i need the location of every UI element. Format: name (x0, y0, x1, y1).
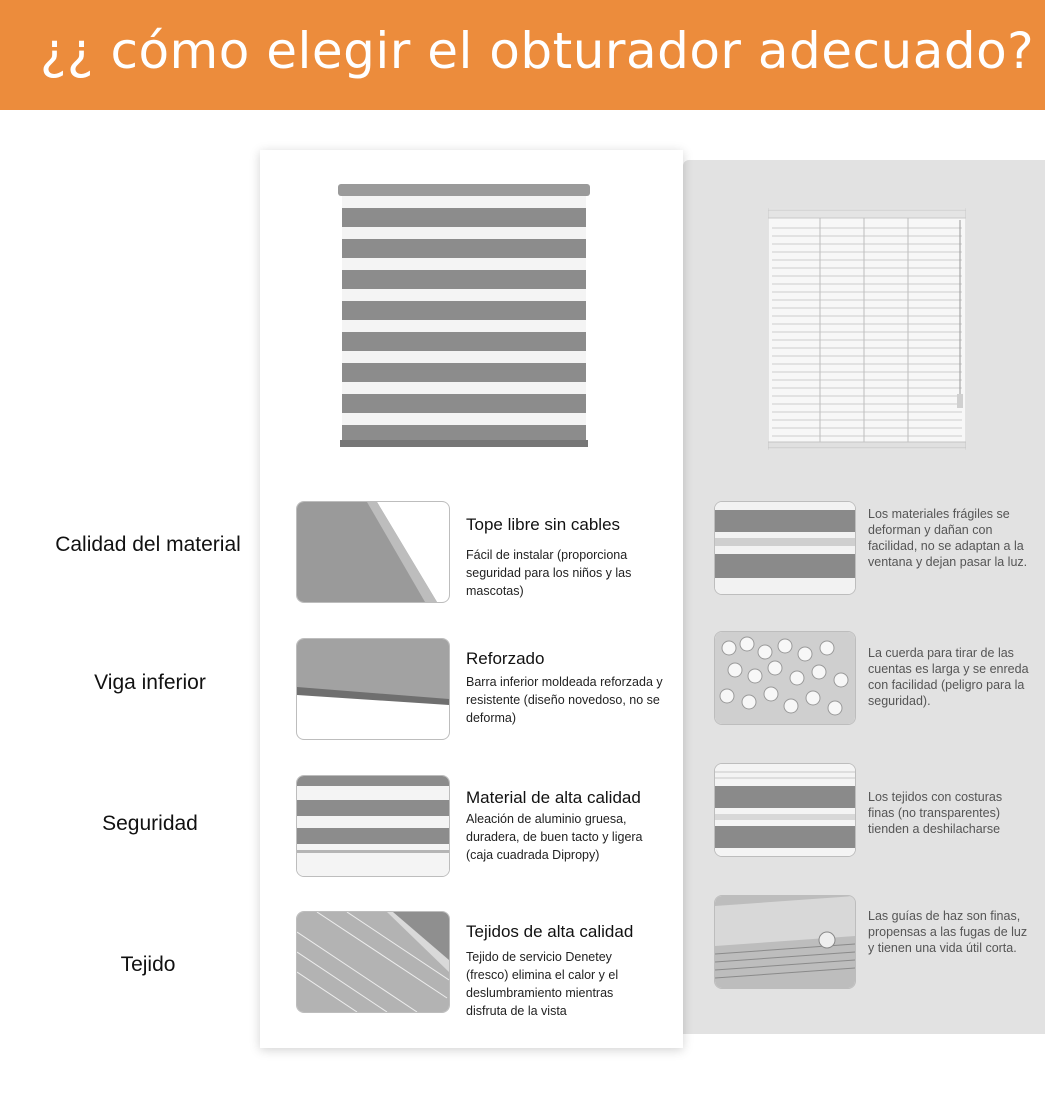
fabric-weave-thumbnail (296, 911, 450, 1013)
drawback-desc-4: Las guías de haz son finas, propensas a las fugas de luz y tienen una vida útil corta. (868, 909, 1028, 955)
row-label-bottom-beam: Viga inferior (94, 671, 206, 694)
drawback-desc-3: Los tejidos con costuras finas (no transparentes) tienden a deshilacharse (868, 790, 1003, 836)
feature-title-1: Tope libre sin cables (466, 515, 621, 534)
header-banner (0, 0, 1045, 110)
row-label-fabric: Tejido (120, 953, 176, 976)
drawback-desc-1: Los materiales frágiles se deforman y dañan con facilidad, no se adaptan a la ventana y dejan pasar la luz. (868, 507, 1028, 569)
feature-title-3: Material de alta calidad (466, 788, 641, 807)
bead-chain-thumbnail (714, 631, 856, 725)
bottom-rail-thumbnail (296, 638, 450, 740)
drawback-desc-2: La cuerda para tirar de las cuentas es larga y se enreda con facilidad (peligro para la seguridad). (868, 646, 1029, 708)
page-title: ¿¿ cómo elegir el obturador adecuado? (40, 22, 1035, 80)
feature-desc-1: Fácil de instalar (proporciona seguridad para los niños y las mascotas) (466, 548, 632, 598)
feature-title-4: Tejidos de alta calidad (466, 922, 634, 941)
row-label-safety: Seguridad (102, 812, 198, 835)
venetian-blind-image (768, 208, 966, 450)
feature-desc-4: Tejido de servicio Denetey (fresco) elimina el calor y el deslumbramiento mientras disfruta de la vista (466, 950, 619, 1018)
fragile-material-thumbnail (714, 501, 856, 595)
aluminum-cassette-thumbnail (296, 775, 450, 877)
thin-guide-thumbnail (714, 895, 856, 989)
zebra-blind-image (336, 182, 592, 450)
cordless-top-thumbnail (296, 501, 450, 603)
feature-desc-3: Aleación de aluminio gruesa, duradera, de buen tacto y ligera (caja cuadrada Dipropy) (466, 812, 643, 862)
feature-desc-2: Barra inferior moldeada reforzada y resistente (diseño novedoso, no se deforma) (466, 675, 663, 725)
feature-title-2: Reforzado (466, 649, 545, 668)
row-label-material: Calidad del material (55, 533, 241, 556)
thin-fabric-thumbnail (714, 763, 856, 857)
